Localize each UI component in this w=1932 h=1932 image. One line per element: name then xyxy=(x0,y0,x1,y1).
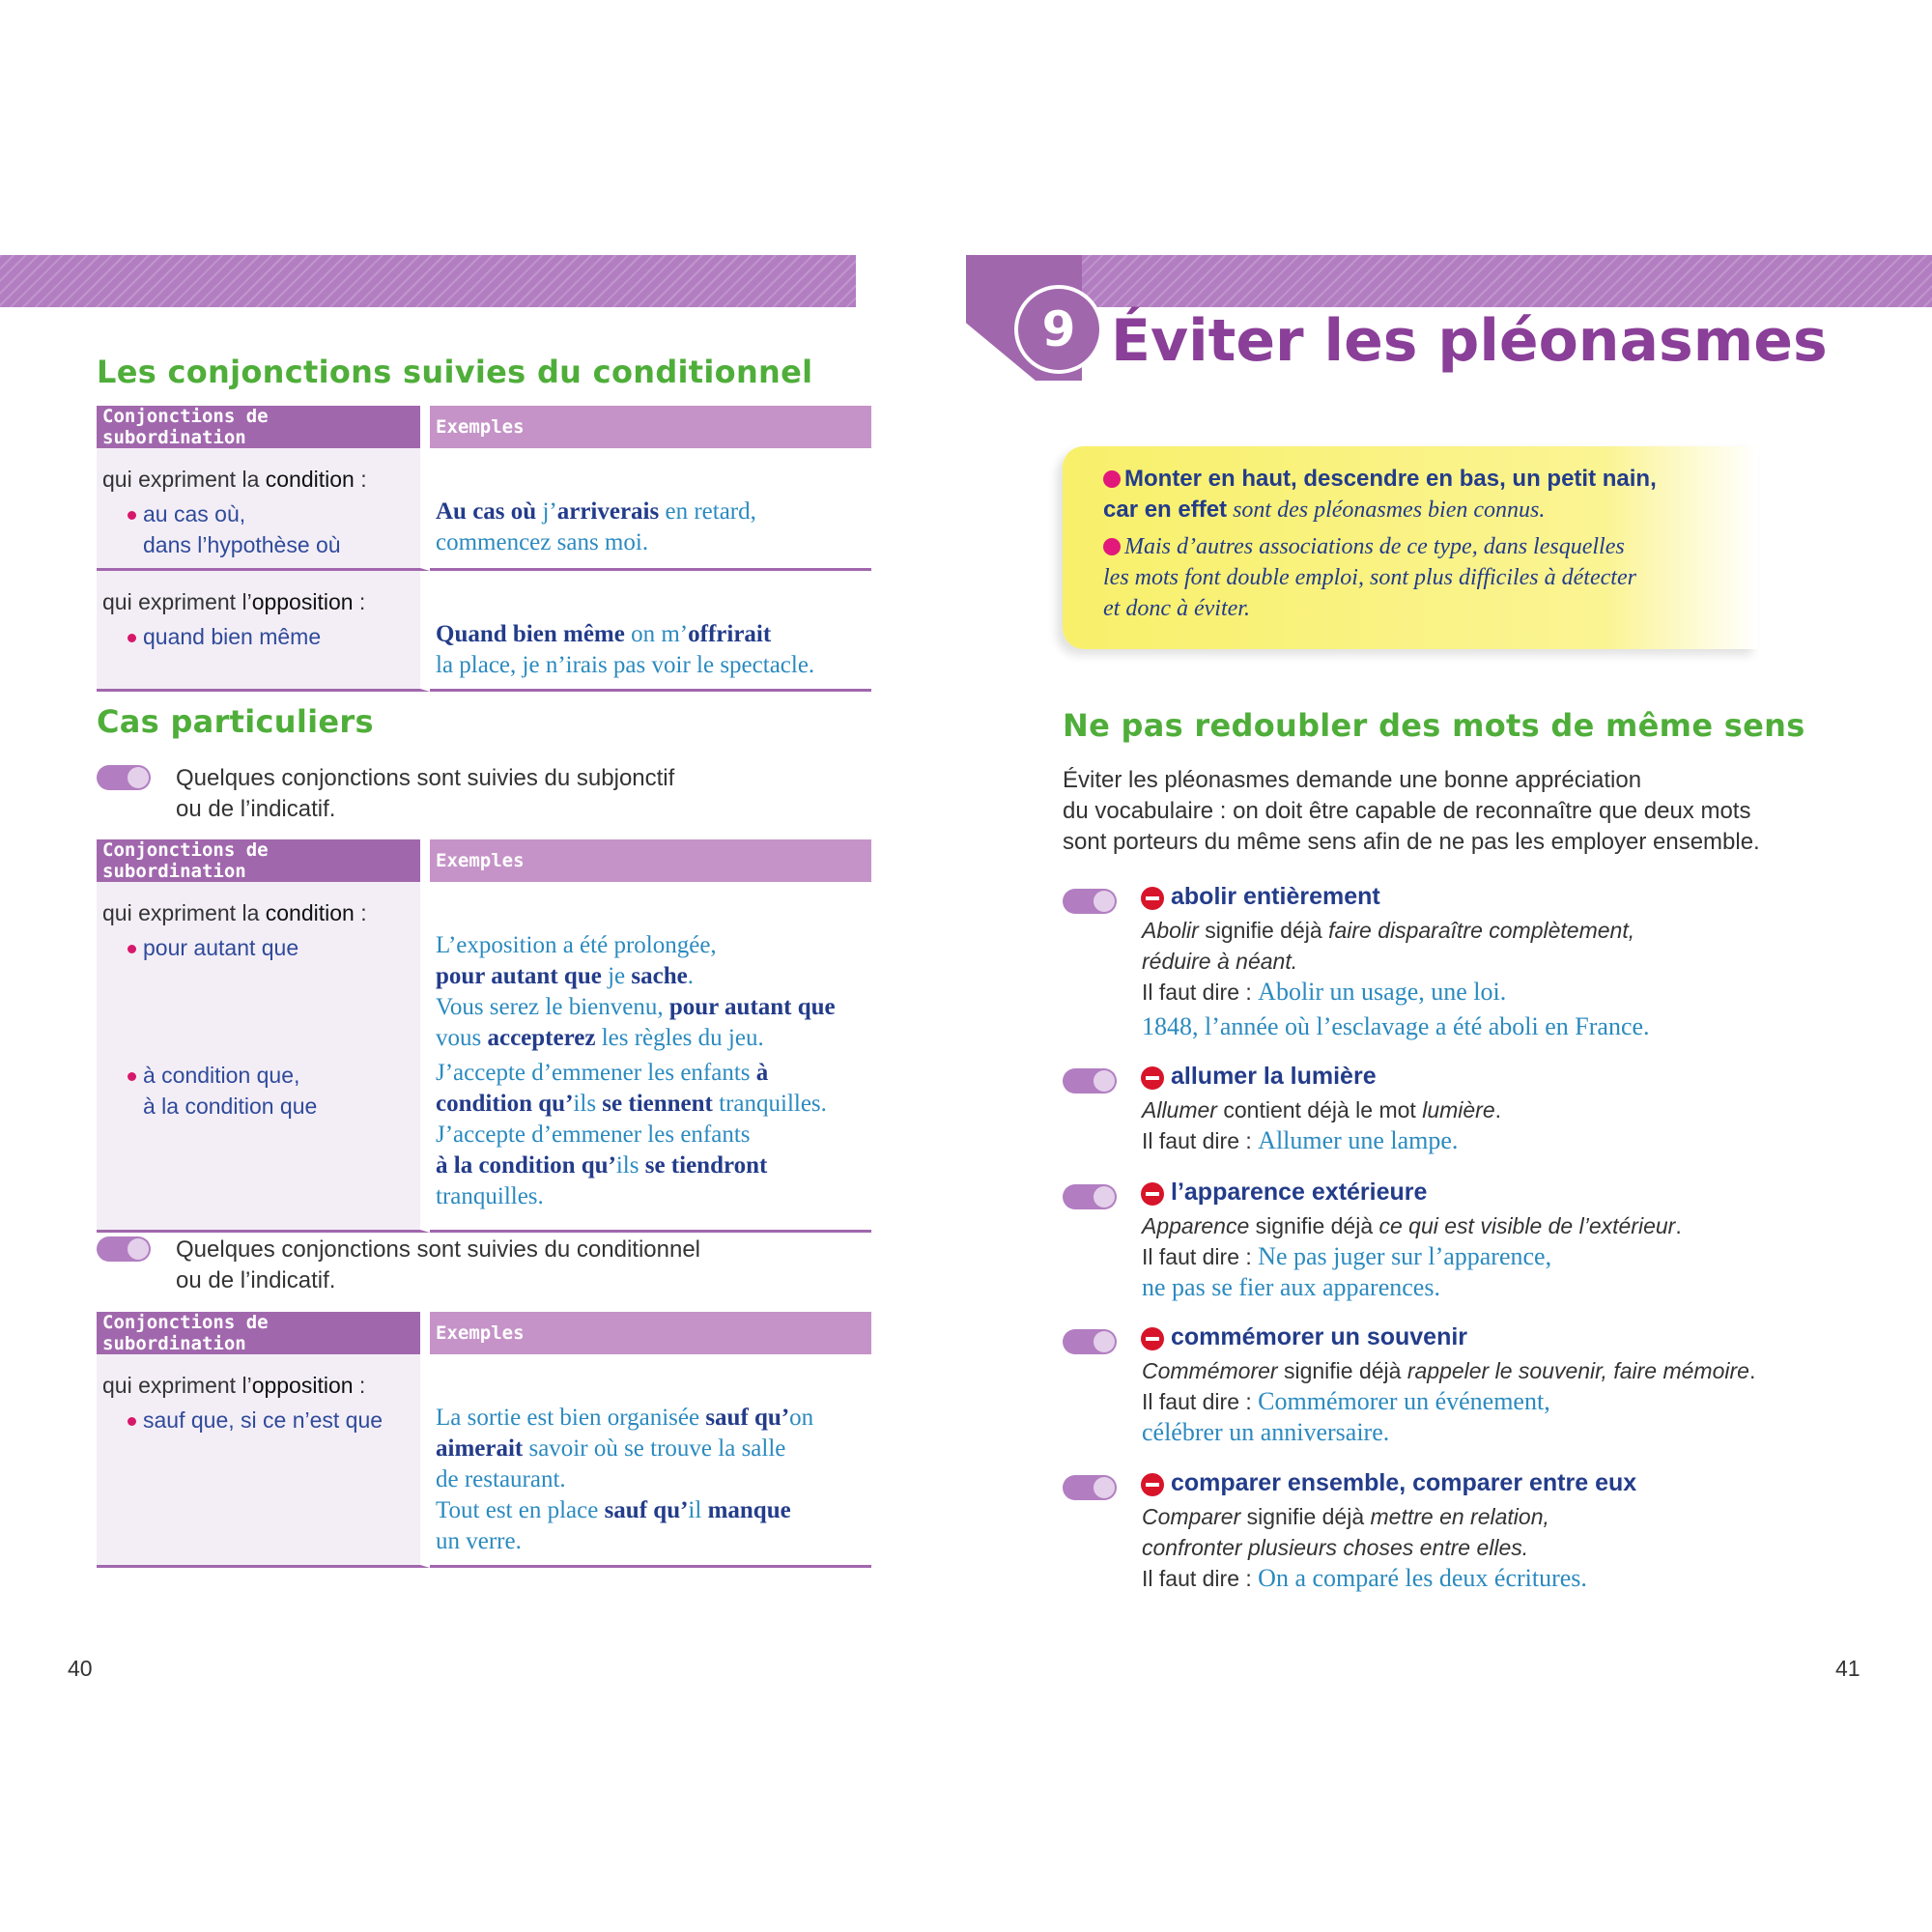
table-header-examples: Exemples xyxy=(430,839,871,882)
row-intro: qui expriment la condition : xyxy=(102,467,367,492)
no-entry-icon xyxy=(1141,1327,1164,1350)
header-band xyxy=(0,255,856,307)
entry-correct-usage: Il faut dire : On a comparé les deux écritures. xyxy=(1142,1564,1587,1592)
conjunction-table-2 xyxy=(97,839,871,1233)
table-row xyxy=(97,882,871,1233)
entry-correct-usage: Il faut dire : Abolir un usage, une loi. 1848, l’année où l’esclavage a été aboli en France. xyxy=(1142,978,1650,1040)
table-header-examples: Exemples xyxy=(430,1312,871,1354)
row-intro: qui expriment l’opposition : xyxy=(102,1373,366,1398)
entry-term: abolir entièrement xyxy=(1171,883,1380,910)
toggle-bullet-icon xyxy=(97,765,151,790)
left-page xyxy=(0,0,927,1932)
table-header-conjunctions: Conjonctions de subordination xyxy=(97,1312,430,1354)
entry-definition: Comparer signifie déjà mettre en relation, confronter plusieurs choses entre elles. xyxy=(1142,1504,1549,1560)
example-text: L’exposition a été prolongée, pour autant que je sache. Vous serez le bienvenu, pour autant que vous accepterez les règles du jeu. xyxy=(436,932,836,1051)
entry-definition: Apparence signifie déjà ce qui est visible de l’extérieur. xyxy=(1142,1213,1682,1238)
callout-paragraph: Monter en haut, descendre en bas, un petit nain, car en effet sont des pléonasmes bien connus. xyxy=(1103,466,1657,523)
bullet-dot xyxy=(128,1072,136,1081)
conjunction-item: pour autant que xyxy=(102,932,414,963)
chapter-title: Éviter les pléonasmes xyxy=(1111,307,1828,375)
row-intro: qui expriment la condition : xyxy=(102,900,367,925)
entry-term: commémorer un souvenir xyxy=(1171,1323,1468,1350)
entry-term: comparer ensemble, comparer entre eux xyxy=(1171,1469,1637,1496)
bullet-dot xyxy=(1103,470,1121,488)
toggle-bullet-icon xyxy=(1063,1475,1117,1500)
section-title: Les conjonctions suivies du conditionnel xyxy=(97,354,813,390)
row-intro: qui expriment l’opposition : xyxy=(102,589,366,614)
table-row xyxy=(97,448,871,571)
no-entry-icon xyxy=(1141,887,1164,910)
section-title: Cas particuliers xyxy=(97,703,374,740)
right-page xyxy=(966,0,1932,1932)
page-number: 41 xyxy=(1835,1656,1861,1681)
intro-paragraph: Éviter les pléonasmes demande une bonne appréciation du vocabulaire : on doit être capable de reconnaître que deux mots sont porteurs du même sens afin de ne pas les employer ensemble. xyxy=(1063,767,1760,855)
bullet-dot xyxy=(128,634,136,642)
entry-term: allumer la lumière xyxy=(1171,1063,1377,1090)
chapter-number-badge: 9 xyxy=(1014,285,1103,374)
no-entry-icon xyxy=(1141,1066,1164,1090)
table-header-conjunctions: Conjonctions de subordination xyxy=(97,839,430,882)
bullet-dot xyxy=(128,1417,136,1426)
section-title: Ne pas redoubler des mots de même sens xyxy=(1063,707,1805,744)
table-header-examples: Exemples xyxy=(430,406,871,448)
callout-box xyxy=(1063,446,1758,649)
no-entry-icon xyxy=(1141,1182,1164,1206)
example-text: Quand bien même on m’offrirait la place, je n’irais pas voir le spectacle. xyxy=(436,621,815,678)
conjunction-item: au cas où, dans l’hypothèse où xyxy=(102,498,414,560)
toggle-bullet-icon xyxy=(1063,889,1117,914)
note-text: Quelques conjonctions sont suivies du conditionnel ou de l’indicatif. xyxy=(176,1236,701,1293)
toggle-bullet-icon xyxy=(1063,1184,1117,1209)
entry-correct-usage: Il faut dire : Ne pas juger sur l’apparence, ne pas se fier aux apparences. xyxy=(1142,1242,1552,1301)
bullet-dot xyxy=(128,945,136,953)
example-text: J’accepte d’emmener les enfants à condition qu’ils se tiennent tranquilles. J’accepte d’emmener les enfants à la condition qu’ils se tiendront tranquilles. xyxy=(436,1060,827,1209)
toggle-bullet-icon xyxy=(97,1236,151,1262)
bullet-dot xyxy=(128,511,136,520)
no-entry-icon xyxy=(1141,1473,1164,1496)
entry-definition: Commémorer signifie déjà rappeler le souvenir, faire mémoire. xyxy=(1142,1358,1756,1383)
header-band xyxy=(966,255,1932,307)
callout-paragraph: Mais d’autres associations de ce type, dans lesquelles les mots font double emploi, sont plus difficiles à détecter et donc à éviter. xyxy=(1103,534,1636,621)
note-text: Quelques conjonctions sont suivies du subjonctif ou de l’indicatif. xyxy=(176,765,675,822)
toggle-bullet-icon xyxy=(1063,1068,1117,1094)
bullet-dot xyxy=(1103,538,1121,555)
conjunction-item: à condition que, à la condition que xyxy=(102,1060,414,1122)
entry-definition: Allumer contient déjà le mot lumière. xyxy=(1142,1097,1502,1122)
toggle-bullet-icon xyxy=(1063,1329,1117,1354)
entry-term: l’apparence extérieure xyxy=(1171,1179,1428,1206)
entry-definition: Abolir signifie déjà faire disparaître complètement, réduire à néant. xyxy=(1142,918,1635,974)
conjunction-item: quand bien même xyxy=(102,621,414,652)
page-number: 40 xyxy=(68,1656,93,1681)
table-row xyxy=(97,1354,871,1568)
example-text: Au cas où j’arriverais en retard, commencez sans moi. xyxy=(436,498,756,555)
conjunction-table-1 xyxy=(97,406,871,692)
conjunction-table-3 xyxy=(97,1312,871,1568)
entry-correct-usage: Il faut dire : Allumer une lampe. xyxy=(1142,1126,1459,1154)
table-header-conjunctions: Conjonctions de subordination xyxy=(97,406,430,448)
example-text: La sortie est bien organisée sauf qu’on aimerait savoir où se trouve la salle de restaurant. Tout est en place sauf qu’il manque un verre. xyxy=(436,1405,814,1554)
table-row xyxy=(97,571,871,692)
conjunction-item: sauf que, si ce n’est que xyxy=(102,1405,414,1435)
entry-correct-usage: Il faut dire : Commémorer un événement, célébrer un anniversaire. xyxy=(1142,1387,1550,1446)
